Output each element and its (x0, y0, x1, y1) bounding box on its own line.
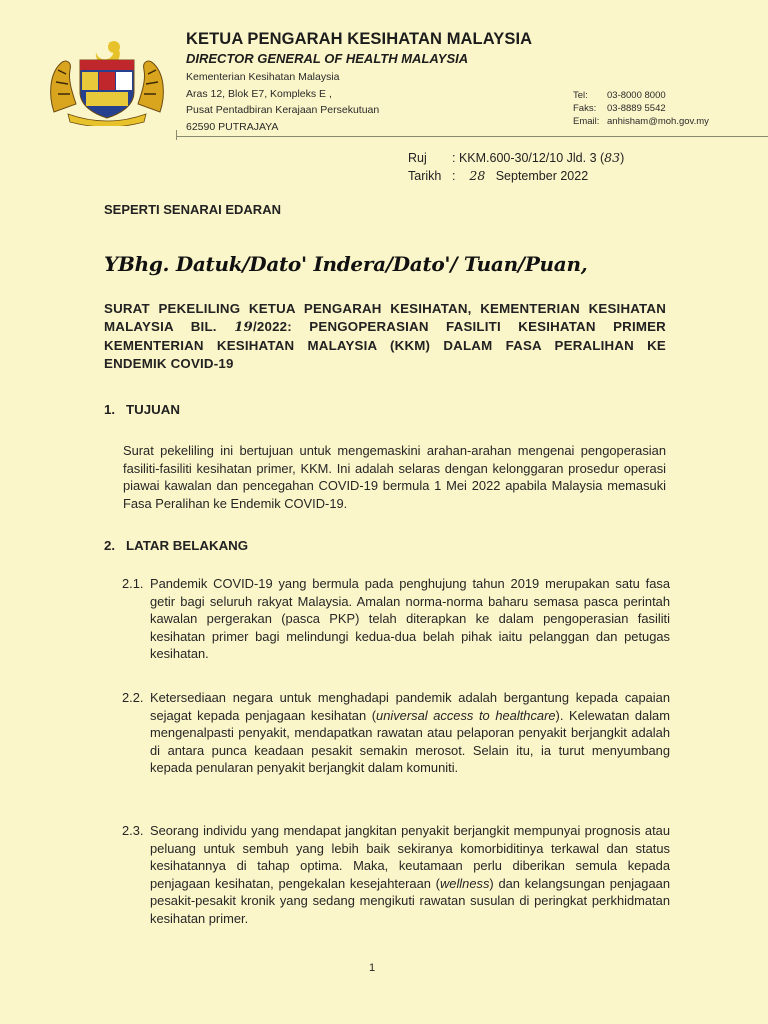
letterhead-address (186, 69, 379, 135)
email-line (573, 115, 709, 128)
address-line: Aras 12, Blok E7, Kompleks E , (186, 87, 332, 100)
tarikh-day-handwritten: 28 (469, 168, 486, 183)
fax-label: Faks: (573, 103, 597, 114)
tel-value: 03-8000 8000 (607, 90, 666, 101)
subject-handwritten-number: 19 (234, 320, 253, 335)
tarikh-colon: : (452, 169, 456, 183)
tel-label: Tel: (573, 90, 588, 101)
email-value[interactable]: anhisham@moh.gov.my (607, 116, 709, 127)
distribution-line: SEPERTI SENARAI EDARAN (104, 202, 281, 217)
ruj-value: : KKM.600-30/12/10 Jld. 3 ( (452, 151, 605, 165)
section-number: 2. (104, 538, 116, 553)
letterhead-subtitle: DIRECTOR GENERAL OF HEALTH MALAYSIA (186, 51, 469, 66)
item-number: 2.2. (122, 690, 144, 705)
list-item (122, 689, 670, 777)
section-heading (104, 538, 248, 553)
item-text (150, 689, 670, 777)
item-text-emphasis: wellness (439, 875, 490, 891)
tarikh-rest: September 2022 (495, 169, 589, 183)
page-number: 1 (369, 962, 376, 974)
section-title: LATAR BELAKANG (126, 538, 249, 553)
list-item (122, 822, 670, 928)
section-heading (104, 402, 180, 417)
item-text-b: ). Kelewatan dalam mengenalpasti penyakit, mendapatkan rawatan atau pelaporan penyakit berjangkit adalah di antara punca keadaan pesakit semakin merosot. Selain itu, ia turut menyumbang kepada penularan penyakit berjangkit dalam komuniti. (150, 707, 670, 776)
address-line: Pusat Pentadbiran Kerajaan Persekutuan (186, 104, 380, 116)
ruj-label: Ruj (408, 151, 427, 165)
tarikh-label: Tarikh (408, 169, 442, 183)
letterhead-contact (573, 89, 709, 128)
malaysia-coat-of-arms-icon (46, 34, 168, 126)
subject-part1: SURAT PEKELILING KETUA PENGARAH KESIHATAN, KEMENTERIAN KESIHATAN MALAYSIA BIL. (104, 301, 666, 334)
subject-heading (104, 300, 666, 373)
address-line: Kementerian Kesihatan Malaysia (186, 71, 340, 83)
section-paragraph: Surat pekeliling ini bertujuan untuk mengemaskini arahan-arahan mengenai pengoperasian fasiliti-fasiliti kesihatan primer, KKM. Ini adalah selaras dengan kelonggaran prosedur operasi piawai kawalan dan pencegahan COVID-19 bermula 1 Mei 2022 apabila Malaysia memasuki Fasa Peralihan ke Endemik COVID-19. (123, 443, 666, 511)
item-text (150, 822, 670, 928)
fax-value: 03-8889 5542 (607, 103, 666, 114)
item-number: 2.1. (122, 576, 144, 591)
item-text-a: Ketersediaan negara untuk menghadapi pandemik adalah bergantung kepada capaian sejagat kepada penjagaan kesihatan ( (150, 690, 670, 723)
item-text: Pandemik COVID-19 yang bermula pada penghujung tahun 2019 merupakan satu fasa getir bagi seluruh rakyat Malaysia. Amalan norma-norma baharu semasa pasca perintah kawalan pergerakan (pasca PKP) telah diterapkan ke dalam pengoperasian fasiliti kesihatan primer bagi melindungi kedua-dua belah pihak iaitu pelanggan dan petugas kesihatan. (150, 576, 670, 662)
list-item (122, 575, 670, 663)
address-line: 62590 PUTRAJAYA (186, 120, 279, 133)
letterhead-title: KETUA PENGARAH KESIHATAN MALAYSIA (186, 30, 533, 48)
salutation: YBhg. Datuk/Dato' Indera/Dato'/ Tuan/Puan, (104, 252, 588, 276)
letterhead-divider (176, 136, 768, 137)
item-text-a: Seorang individu yang mendapat jangkitan penyakit berjangkit mempunyai prognosis atau peluang untuk sembuh yang lebih baik sekiranya komorbiditinya terkawal dan status kesihatannya di tahap optima. Maka, keutamaan perlu diberikan semula kepada penjagaan kesihatan, pengekalan kesejahteraan ( (150, 823, 670, 891)
email-label: Email: (573, 116, 600, 127)
item-text-emphasis: universal access to healthcare (376, 707, 556, 723)
section-title: TUJUAN (126, 402, 180, 417)
ruj-line (408, 149, 624, 167)
fax-line (573, 102, 709, 115)
subject-part2: /2022: PENGOPERASIAN FASILITI KESIHATAN PRIMER KEMENTERIAN KESIHATAN MALAYSIA (KKM) DALAM FASA PERALIHAN KE ENDEMIK COVID-19 (104, 319, 666, 371)
ruj-close: ) (620, 151, 625, 165)
ruj-handwritten: 83 (604, 150, 621, 165)
item-number: 2.3. (122, 823, 144, 838)
tel-line (573, 89, 709, 102)
item-text-b: ) dan kelangsungan penjagaan pesakit-pesakit kronik yang sedang mengikuti rawatan susulan di peringkat perkhidmatan kesihatan primer. (150, 875, 670, 926)
letterhead-divider-tick (176, 130, 177, 140)
reference-block (408, 149, 624, 185)
section-number: 1. (104, 402, 116, 417)
tarikh-line (408, 167, 624, 185)
